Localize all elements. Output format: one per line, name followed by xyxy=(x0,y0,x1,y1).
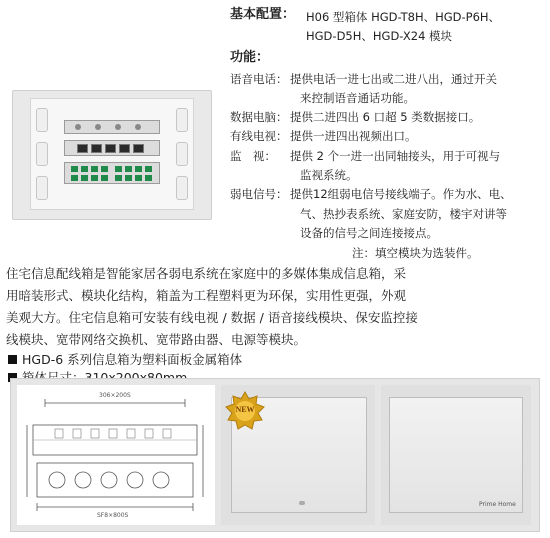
bullet-series-text: HGD-6 系列信息箱为塑料面板金属箱体 xyxy=(22,352,243,367)
dimension-bottom: SF8×800S xyxy=(97,512,129,519)
panel-photo-brand xyxy=(381,385,531,525)
product-photo xyxy=(12,90,212,220)
data-label: 数据电脑： xyxy=(230,110,288,124)
basic-config-line1: H06 型箱体 HGD-T8H、HGD-P6H、 xyxy=(306,10,501,24)
panel-latch xyxy=(299,501,305,505)
monitor-label: 监 视： xyxy=(230,149,276,163)
drawing-svg xyxy=(17,385,215,525)
function-label: 功能： xyxy=(230,50,270,65)
tv-line1: 提供一进四出视频出口。 xyxy=(290,129,417,143)
voice-line2: 来控制语音通话功能。 xyxy=(300,91,415,105)
side-slot xyxy=(36,108,48,132)
panel-cover-side xyxy=(389,397,523,513)
new-badge-text: NEW xyxy=(235,405,255,414)
new-badge xyxy=(225,391,265,431)
weak-signal-line1: 提供12组弱电信号接线端子。作为水、电、 xyxy=(290,187,512,201)
side-slot xyxy=(36,142,48,166)
basic-config-label: 基本配置： xyxy=(230,7,296,22)
bullet-square-icon xyxy=(8,355,17,364)
side-slot xyxy=(176,142,188,166)
data-module xyxy=(64,140,160,156)
desc-line2: 用暗装形式、模块化结构，箱盖为工程塑料更为环保，实用性更强，外观 xyxy=(6,288,407,303)
side-slot xyxy=(36,176,48,200)
voice-line1: 提供电话一进七出或二进八出，通过开关 xyxy=(290,72,497,86)
basic-config-line2: HGD-D5H、HGD-X24 模块 xyxy=(306,29,453,43)
tv-label: 有线电视： xyxy=(230,129,288,143)
weak-signal-label: 弱电信号： xyxy=(230,187,288,201)
note-text: 注：填空模块为选装件。 xyxy=(352,246,479,260)
panel-photo-new xyxy=(221,385,375,525)
bullet-series xyxy=(8,351,242,369)
dimension-top: 306×200S xyxy=(99,392,131,399)
monitor-line1: 提供 2 个一进一出同轴接头，用于可视与 xyxy=(290,149,501,163)
desc-line1: 住宅信息配线箱是智能家居各弱电系统在家庭中的多媒体集成信息箱，采 xyxy=(6,266,407,281)
side-slot xyxy=(176,176,188,200)
weak-signal-line3: 设备的信号之间连接接点。 xyxy=(300,226,438,240)
side-slot xyxy=(176,108,188,132)
terminal-module xyxy=(64,162,160,184)
technical-drawing xyxy=(17,385,215,525)
desc-line4: 线模块、宽带网络交换机、宽带路由器、电源等模块。 xyxy=(6,332,307,347)
voice-label: 语音电话： xyxy=(230,72,288,86)
tv-module xyxy=(64,120,160,134)
product-image-strip xyxy=(10,378,540,532)
monitor-line2: 监视系统。 xyxy=(300,168,358,182)
data-line1: 提供二进四出 6 口超 5 类数据接口。 xyxy=(290,110,481,124)
weak-signal-line2: 气、热抄表系统、家庭安防，楼宇对讲等 xyxy=(300,207,507,221)
brand-text: Prime Home xyxy=(479,501,516,508)
desc-line3: 美观大方。住宅信息箱可安装有线电视 / 数据 / 语音接线模块、保安监控接 xyxy=(6,310,418,325)
